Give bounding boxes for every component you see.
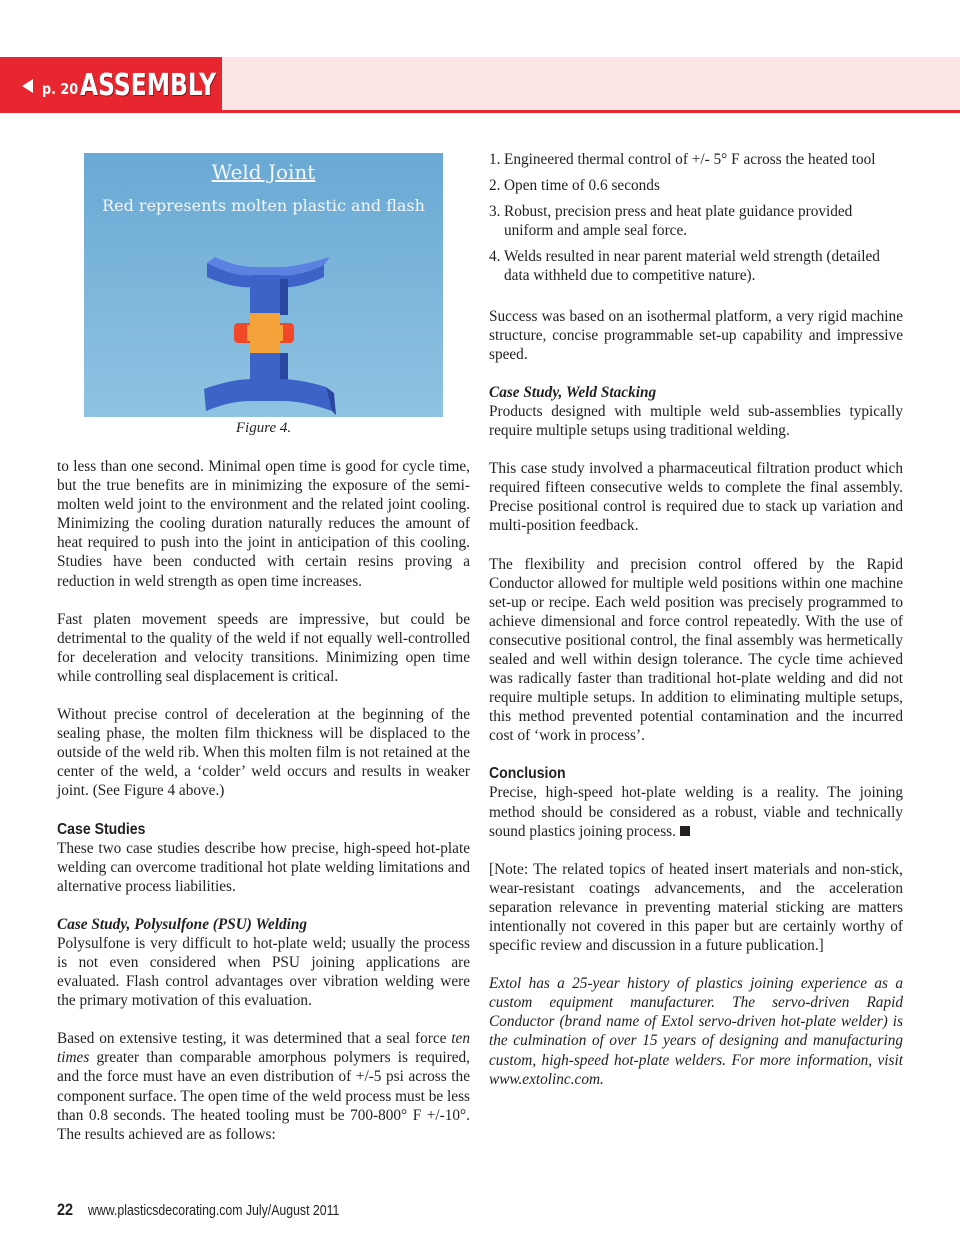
previous-page-link[interactable]: p. 20	[42, 80, 79, 98]
weld-stacking-heading: Case Study, Weld Stacking	[489, 383, 657, 401]
upper-rib-side	[280, 279, 288, 315]
lower-heated-zone	[250, 341, 280, 353]
paragraph: Without precise control of deceleration at the beginning of the sealing phase, the molten film thickness will be displaced to the outside of the weld rib. When this molten film is not retained at the center of the weld, a ‘colder’ weld occurs and results in weaker joint. (See Figure 4 above.)	[57, 706, 470, 800]
figure-caption: Figure 4.	[235, 420, 292, 436]
list-number: 3.	[489, 203, 501, 221]
list-item	[489, 176, 903, 195]
upper-heated-zone	[250, 313, 280, 325]
paragraph: Polysulfone is very difficult to hot-plate weld; usually the process is not even considered when PSU joining applications are evaluated. Flash control advantages over vibration welding were the primary motivation of this evaluation.	[57, 934, 470, 1010]
right-column	[489, 150, 903, 1089]
figure-title: Weld Joint	[211, 160, 316, 184]
list-number: 2.	[489, 177, 501, 195]
paragraph: [Note: The related topics of heated insert materials and non-stick, wear-resistant coatings advancements, and the acceleration separation relevance in preventing material sticking are matters intentionally not covered in this paper but are certainly worthy of specific review and discussion in a future publication.]	[489, 860, 903, 955]
psu-case-study-heading: Case Study, Polysulfone (PSU) Welding	[57, 915, 308, 933]
weld-joint-figure	[84, 153, 443, 417]
paragraph: These two case studies describe how precise, high-speed hot-plate welding can overcome traditional hot plate welding limitations and alternative process liabilities.	[57, 839, 470, 895]
emphasis: ten times	[57, 1030, 470, 1067]
weld-interface	[247, 325, 283, 341]
list-item	[489, 202, 903, 240]
paragraph: The flexibility and precision control offered by the Rapid Conductor allowed for multiple weld positions within one machine set-up or recipe. Each weld position was precisely programmed to achieve dimensional and force control repeatedly. With the use of consecutive positional control, the final assembly was hermetically sealed and well within design tolerance. The cycle time achieved was radically faster than traditional hot-plate welding and did not require multiple setups. In addition to eliminating multiple setups, this method prevented potential contamination and the incurred cost of ‘work in process’.	[489, 555, 903, 745]
case-studies-heading: Case Studies	[57, 820, 146, 838]
list-number: 1.	[489, 151, 501, 168]
list-number: 4.	[489, 248, 501, 266]
list-text: Engineered thermal control of +/- 5° F across the heated tool	[504, 151, 876, 168]
results-list	[489, 150, 903, 286]
paragraph: to less than one second. Minimal open time is good for cycle time, but the true benefits are in minimizing the exposure of the semi-molten weld joint to the environment and the related joint cooling. Minimizing the cooling duration naturally reduces the amount of heat required to push into the joint in anticipation of this cooling. Studies have been conducted with certain resins proving a reduction in weld strength as open time increases.	[57, 458, 470, 590]
conclusion-heading: Conclusion	[489, 765, 566, 783]
section-tab	[0, 57, 222, 113]
paragraph: Fast platen movement speeds are impressive, but could be detrimental to the quality of the weld if not equally well-controlled for deceleration and velocity transitions. Minimizing open time while controlling seal displacement is critical.	[57, 610, 470, 685]
banner-rule	[222, 110, 960, 113]
page-footer	[57, 1200, 394, 1222]
list-text: Welds resulted in near parent material weld strength (detailed data withheld due to competitive nature).	[504, 248, 880, 285]
left-column	[57, 457, 470, 1144]
end-of-article-icon	[680, 826, 690, 836]
section-title: ASSEMBLY	[80, 68, 217, 103]
text-run: Precise, high-speed hot-plate welding is a reality. The joining method should be considered as a robust, viable and technically sound plastics joining process.	[489, 784, 903, 840]
list-item	[489, 247, 903, 285]
text-run: Based on extensive testing, it was determined that a seal force	[57, 1030, 452, 1048]
figure-subtitle: Red represents molten plastic and flash	[102, 196, 425, 215]
list-text: Open time of 0.6 seconds	[504, 177, 660, 195]
section-banner	[0, 57, 960, 113]
publication-info: www.plasticsdecorating.com July/August 2011	[87, 1202, 340, 1219]
upper-rib	[250, 283, 280, 315]
paragraph	[489, 783, 903, 840]
page-number: 22	[57, 1200, 74, 1219]
list-text: Robust, precision press and heat plate guidance provided uniform and ample seal force.	[504, 203, 853, 240]
previous-page-arrow-icon[interactable]	[22, 79, 33, 93]
paragraph: Success was based on an isothermal platform, a very rigid machine structure, concise programmable set-up capability and impressive speed.	[489, 307, 903, 363]
paragraph	[57, 1029, 470, 1144]
weld-joint-illustration	[84, 153, 443, 417]
list-item	[489, 150, 903, 169]
author-bio: Extol has a 25-year history of plastics joining experience as a custom equipment manufacturer. The servo-driven Rapid Conductor (brand name of Extol servo-driven hot-plate welder) is the culmination of over 15 years of designing and manufacturing custom, high-speed hot-plate welders. For more information, visit www.extolinc.com.	[489, 975, 903, 1088]
text-run: greater than comparable amorphous polymers is required, and the force must have an even distribution of +/-5 psi across the component surface. The open time of the weld process must be less than 0.8 seconds. The heated tooling must be 700-800° F +/-10°. The results achieved are as follows:	[57, 1049, 470, 1143]
paragraph: This case study involved a pharmaceutical filtration product which required fifteen consecutive welds to complete the final assembly. Precise positional control is required due to stack up variation and multi-position feedback.	[489, 460, 903, 535]
lower-rib	[250, 353, 280, 381]
paragraph: Products designed with multiple weld sub-assemblies typically require multiple setups using traditional welding.	[489, 402, 903, 440]
lower-rib-side	[280, 353, 288, 381]
